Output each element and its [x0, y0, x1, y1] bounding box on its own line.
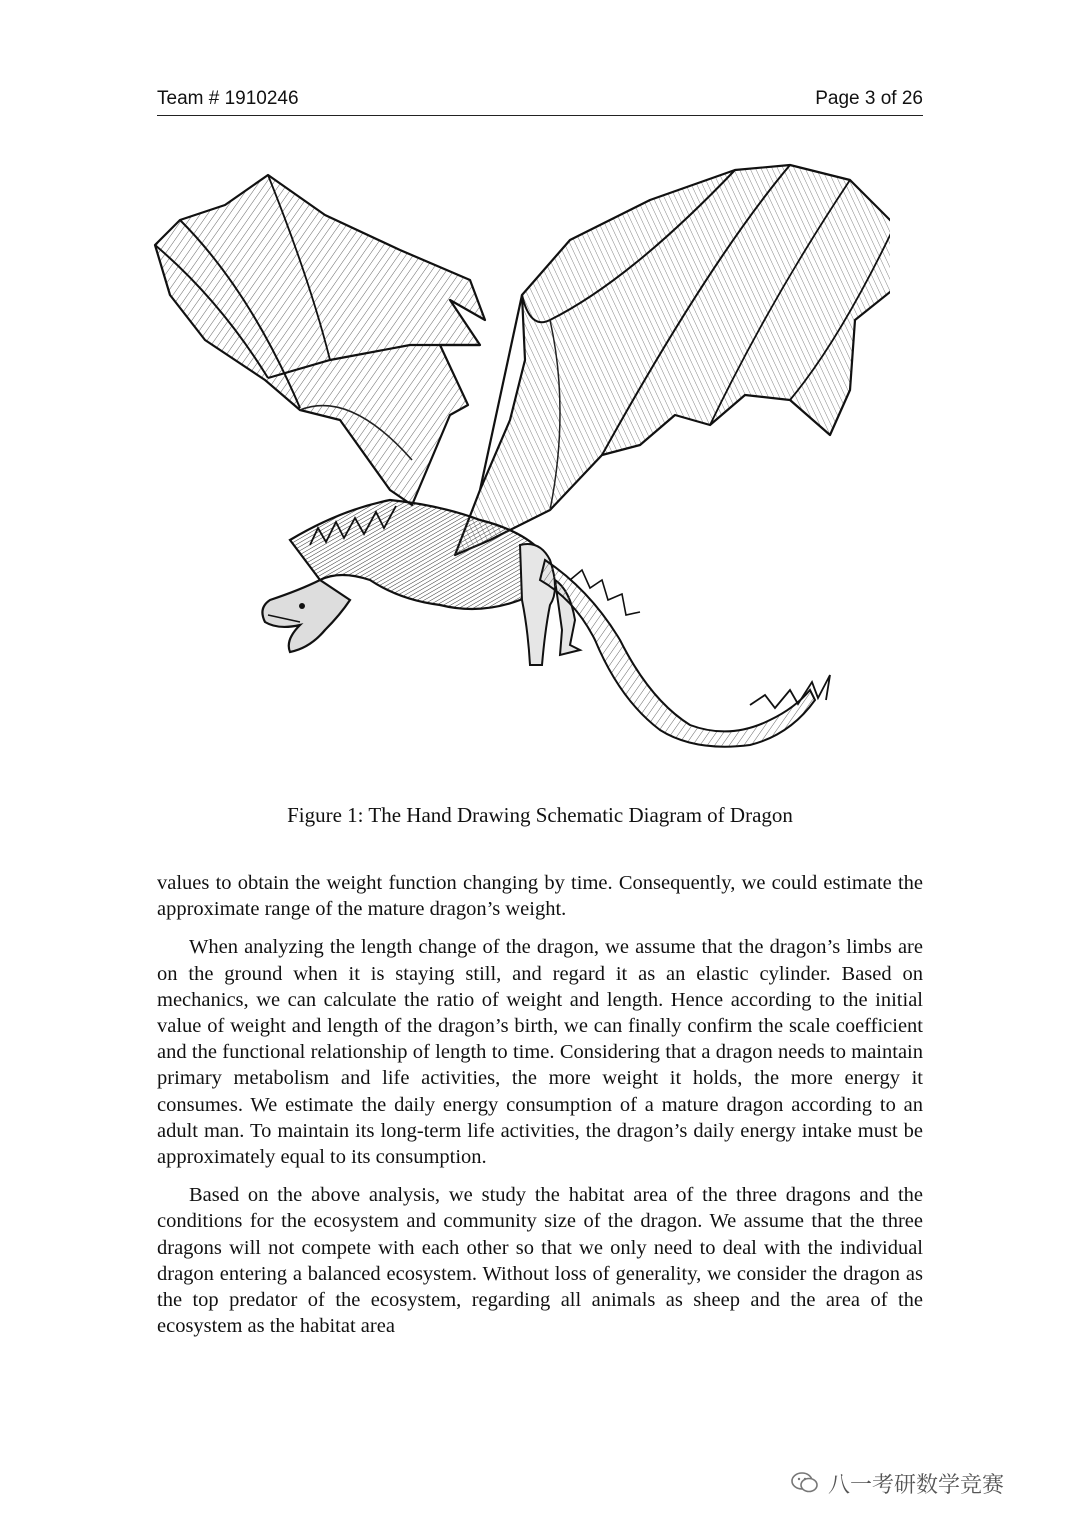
header-rule [157, 115, 923, 116]
paragraph: When analyzing the length change of the dragon, we assume that the dragon’s limbs are on the ground when it is staying still, and regard it as an elastic cylinder. Based on mechanics, we can calculate the ratio of weight and length. Hence according to the initial value of weight and length of the dragon’s birth, we can finally confirm the scale coefficient and the functional relationship of length to time. Considering that a dragon needs to maintain primary metabolism and life activities, the more weight it holds, the more energy it consumes. We estimate the daily energy consumption of a mature dragon according to an adult man. To maintain its long-term life activities, the dragon’s daily energy intake must be approximately equal to its consumption. [157, 936, 923, 1169]
page-number: Page 3 of 26 [815, 88, 923, 109]
dragon-tail [540, 560, 830, 747]
page-header [157, 88, 923, 116]
dragon-illustration [150, 160, 890, 760]
paragraph: Based on the above analysis, we study the habitat area of the three dragons and the conditions for the ecosystem and community size of the dragon. We assume that the three dragons will not compete with each other so that we only need to deal with the individual dragon entering a balanced ecosystem. Without loss of generality, we consider the dragon as the top predator of the ecosystem, regarding all animals as sheep and the area of the ecosystem as the habitat area [157, 1184, 923, 1338]
dragon-figure [150, 160, 890, 760]
body-text [157, 870, 923, 1351]
right-wing [455, 165, 890, 555]
watermark [790, 1468, 1004, 1498]
watermark-text: 八一考研数学竞赛 [828, 1472, 1005, 1498]
left-wing [155, 175, 485, 505]
team-number: Team # 1910246 [157, 88, 299, 109]
figure-caption: Figure 1: The Hand Drawing Schematic Diagram of Dragon [287, 803, 793, 827]
wechat-icon [790, 1470, 820, 1496]
paragraph: values to obtain the weight function changing by time. Consequently, we could estimate the approximate range of the mature dragon’s weight. [157, 872, 923, 921]
